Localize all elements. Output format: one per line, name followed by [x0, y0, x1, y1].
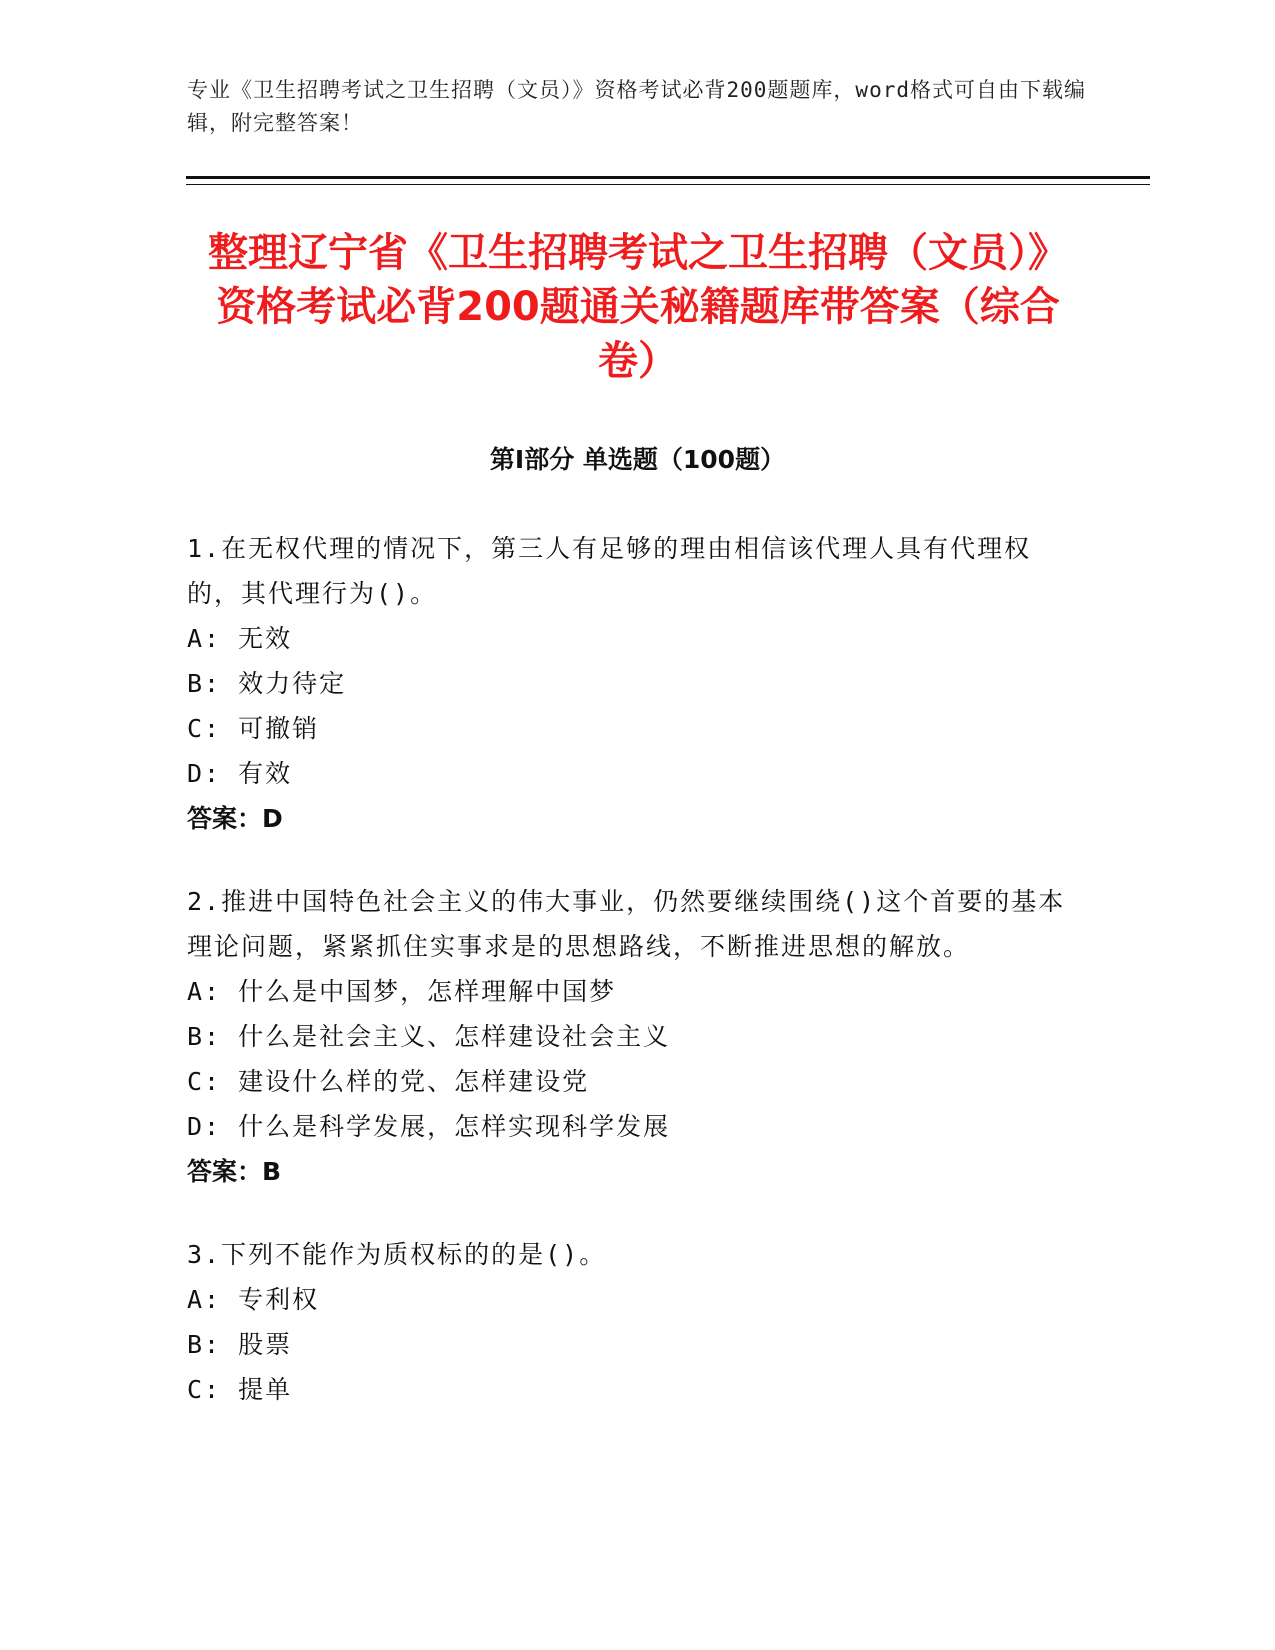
- header-rule-thick: [186, 176, 1150, 179]
- option-d: D: 有效: [187, 759, 293, 788]
- question-stem: 1.在无权代理的情况下，第三人有足够的理由相信该代理人具有代理权的，其代理行为()。: [187, 534, 1032, 608]
- question-stem: 2.推进中国特色社会主义的伟大事业，仍然要继续围绕()这个首要的基本理论问题，紧紧抓住实事求是的思想路线，不断推进思想的解放。: [187, 887, 1066, 961]
- header-note: 专业《卫生招聘考试之卫生招聘（文员）》资格考试必背200题题库，word格式可自由下载编辑，附完整答案！: [187, 78, 1086, 135]
- option-a: A: 无效: [187, 624, 293, 653]
- question-1: [187, 526, 1067, 841]
- option-a: A: 什么是中国梦，怎样理解中国梦: [187, 977, 617, 1006]
- option-a: A: 专利权: [187, 1285, 320, 1314]
- answer-label: 答案：D: [187, 804, 283, 833]
- question-2: [187, 879, 1067, 1194]
- question-stem: 3.下列不能作为质权标的的是()。: [187, 1240, 607, 1269]
- option-b: B: 效力待定: [187, 669, 347, 698]
- option-d: D: 什么是科学发展，怎样实现科学发展: [187, 1112, 671, 1141]
- option-c: C: 提单: [187, 1375, 293, 1404]
- question-list: [187, 526, 1067, 1450]
- header-rule-thin: [186, 184, 1150, 185]
- answer-label: 答案：B: [187, 1157, 282, 1186]
- option-c: C: 可撤销: [187, 714, 320, 743]
- section-title: 第Ⅰ部分 单选题（100题）: [489, 445, 786, 474]
- option-c: C: 建设什么样的党、怎样建设党: [187, 1067, 590, 1096]
- document-title: 整理辽宁省《卫生招聘考试之卫生招聘（文员）》资格考试必背200题通关秘籍题库带答案（综合卷）: [208, 230, 1068, 384]
- option-b: B: 什么是社会主义、怎样建设社会主义: [187, 1022, 671, 1051]
- option-b: B: 股票: [187, 1330, 293, 1359]
- question-3: [187, 1232, 1067, 1412]
